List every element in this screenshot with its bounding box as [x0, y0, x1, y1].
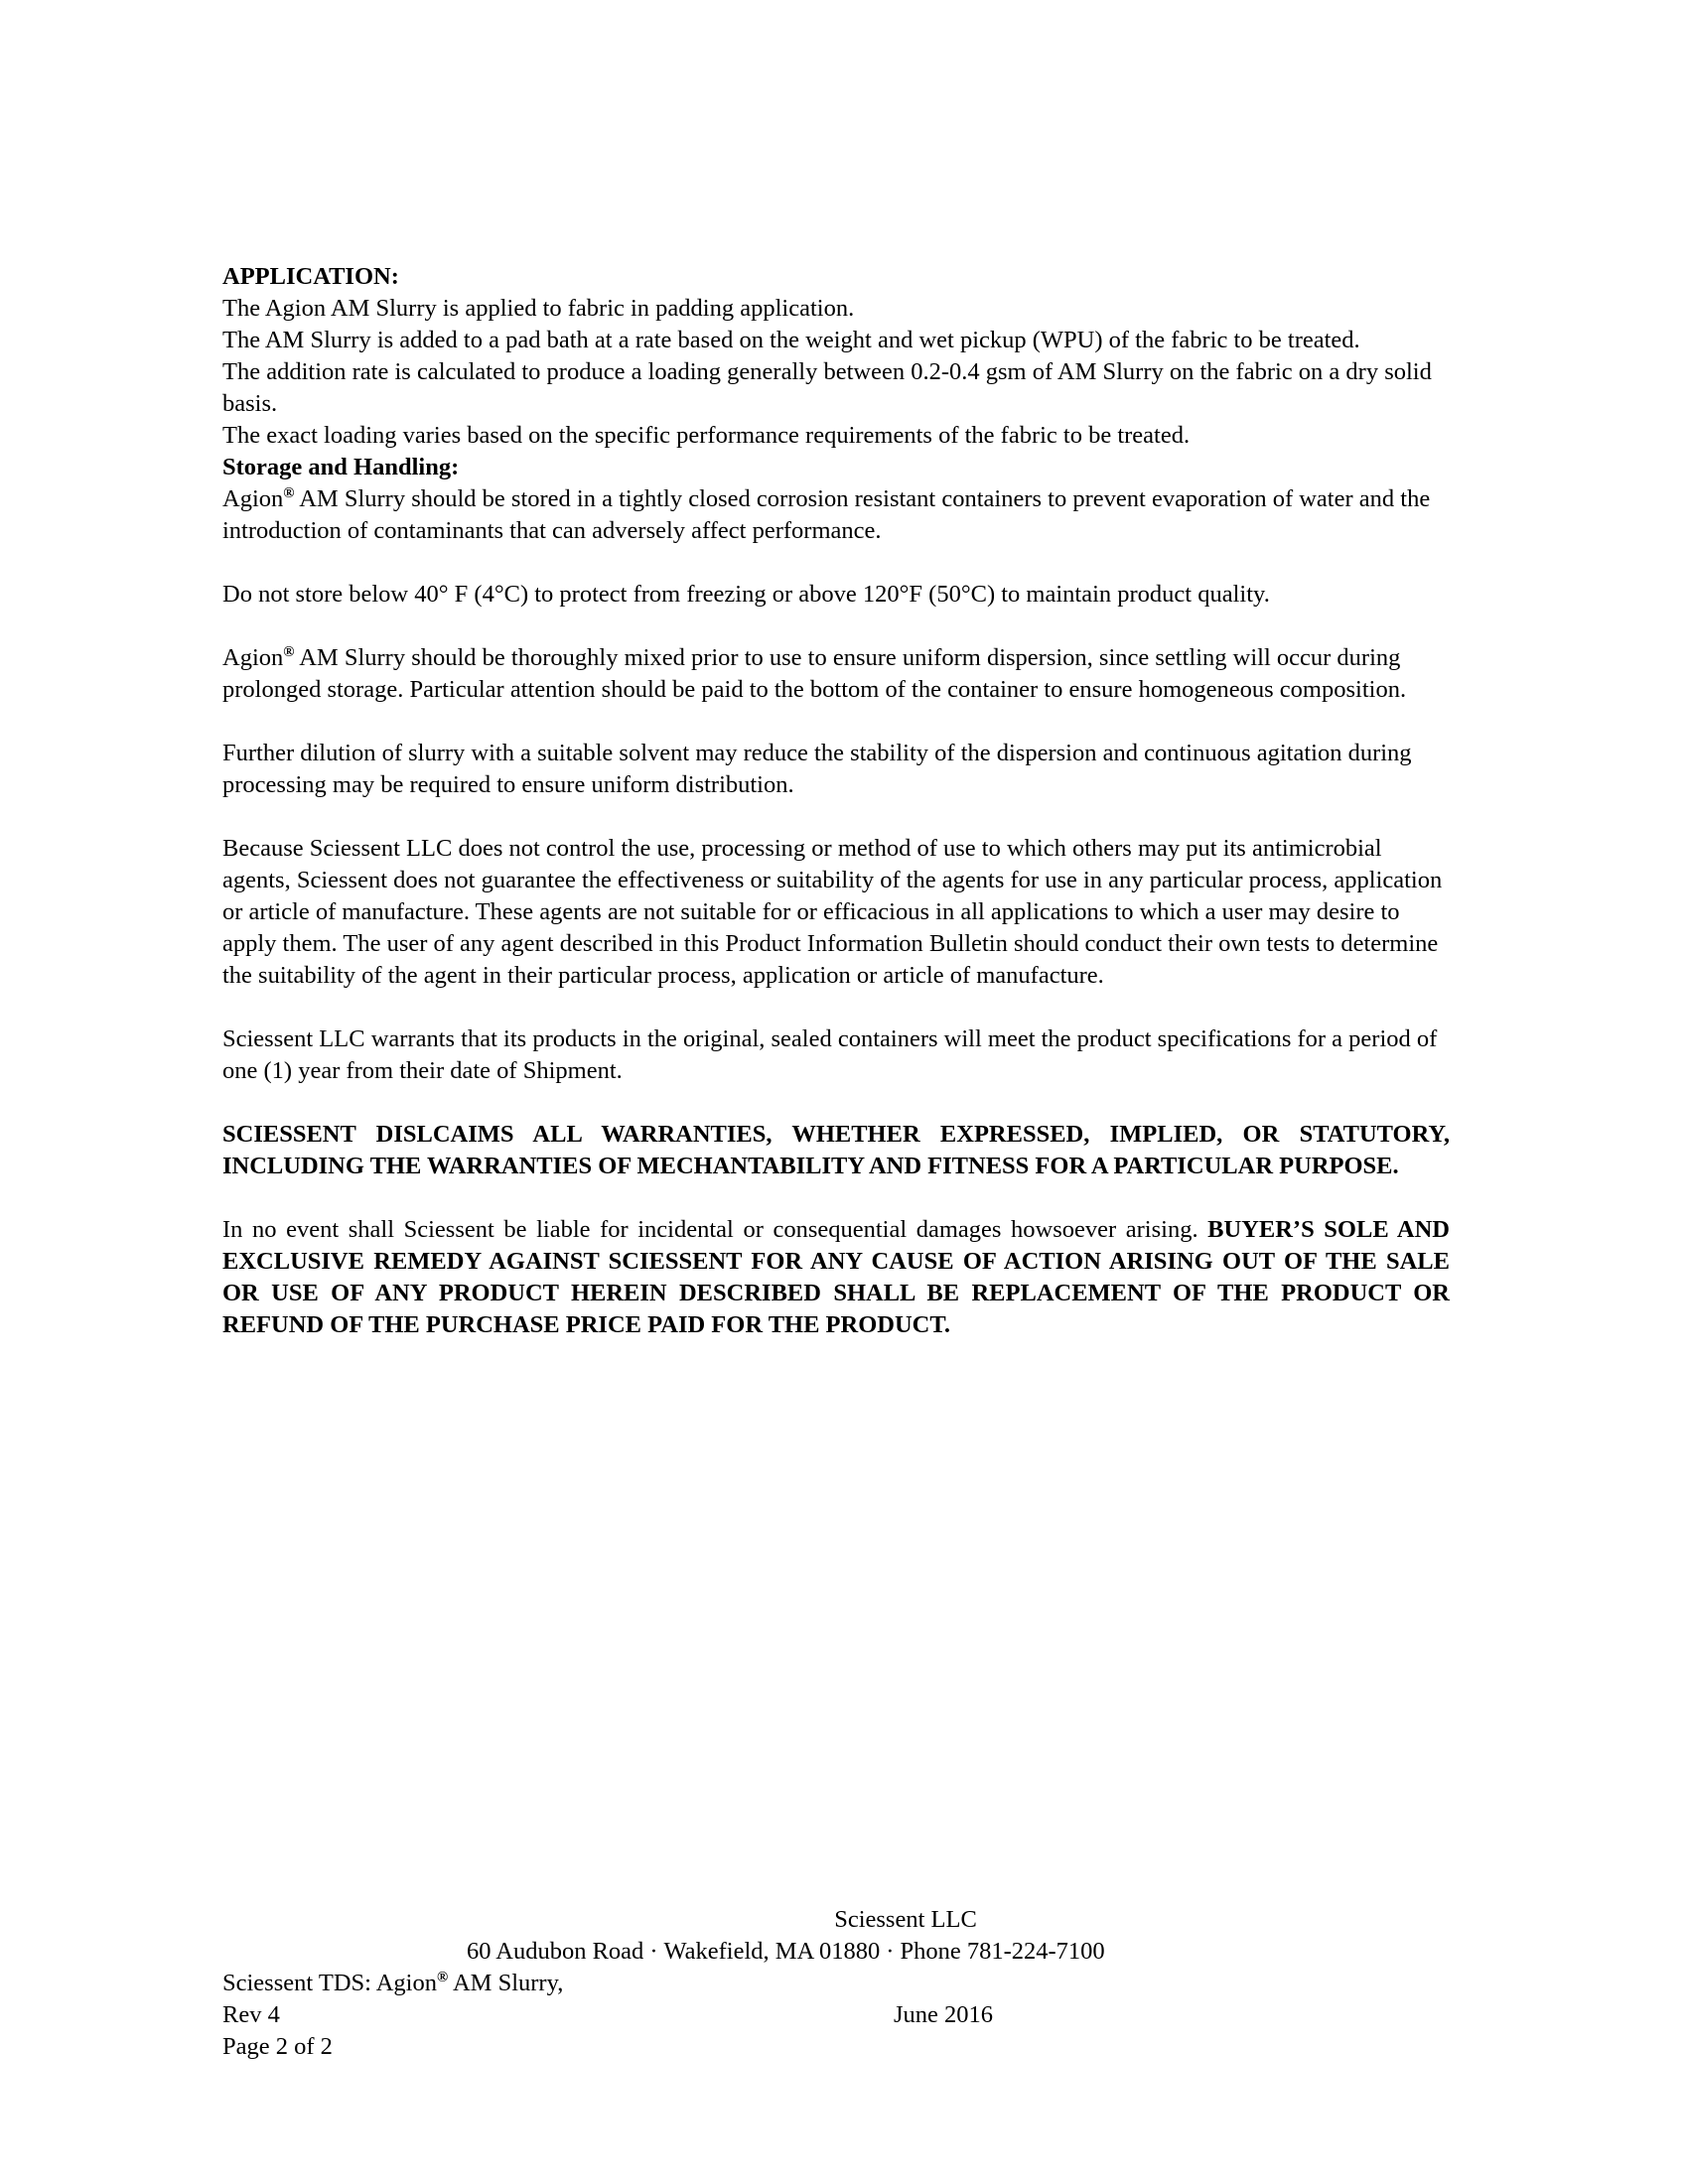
- brand-name: Agion: [222, 644, 284, 671]
- liability-text: In no event shall Sciessent be liable for incidental or consequential damages howsoever arising.: [222, 1216, 1208, 1243]
- footer-company: Sciessent LLC: [834, 1906, 977, 1933]
- footer-address-line: [467, 1936, 1105, 1968]
- warranty-disclaimer: SCIESSENT DISLCAIMS ALL WARRANTIES, WHETHER EXPRESSED, IMPLIED, OR STATUTORY, INCLUDING THE WARRANTIES OF MECHANTABILITY AND FITNESS FOR A PARTICULAR PURPOSE.: [222, 1121, 1450, 1179]
- exclusive-remedy-text: BUYER’S SOLE AND EXCLUSIVE REMEDY AGAINST SCIESSENT FOR ANY CAUSE OF ACTION ARISING OUT OF THE SALE OR USE OF ANY PRODUCT HEREIN DESCRIBED SHALL BE REPLACEMENT OF THE PRODUCT OR REFUND OF THE PURCHASE PRICE PAID FOR THE PRODUCT.: [222, 1216, 1450, 1338]
- application-heading: APPLICATION:: [222, 263, 399, 290]
- storage-heading: Storage and Handling:: [222, 454, 460, 480]
- footer-date: June 2016: [894, 2001, 994, 2028]
- storage-mixing-text: AM Slurry should be thoroughly mixed prior to use to ensure uniform dispersion, since settling will occur during prolonged storage. Particular attention should be paid to the bottom of the container to ensure homogeneous composition.: [222, 644, 1407, 703]
- footer-city: Wakefield, MA 01880: [663, 1938, 881, 1965]
- storage-mixing-paragraph: [222, 642, 1450, 706]
- footer-revision: Rev 4: [222, 2001, 280, 2028]
- application-line-3: The addition rate is calculated to produce a loading generally between 0.2-0.4 gsm of AM Slurry on the fabric on a dry solid basis.: [222, 358, 1432, 417]
- footer-page-number: Page 2 of 2: [222, 2033, 333, 2060]
- footer-street: 60 Audubon Road: [467, 1938, 644, 1965]
- application-line-1: The Agion AM Slurry is applied to fabric in padding application.: [222, 295, 855, 322]
- registered-mark-icon: ®: [436, 1970, 449, 1985]
- control-disclaimer-paragraph: Because Sciessent LLC does not control the use, processing or method of use to which others may put its antimicrobial agents, Sciessent does not guarantee the effectiveness or suitability of the agents for use in any particular process, application or article of manufacture. These agents are not suitable for or efficacious in all applications to which a user may desire to apply them. The user of any agent described in this Product Information Bulletin should conduct their own tests to determine the suitability of the agent in their particular process, application or article of manufacture.: [222, 835, 1443, 989]
- registered-mark-icon: ®: [283, 485, 295, 501]
- brand-name: Agion: [222, 485, 284, 512]
- registered-mark-icon: ®: [283, 644, 295, 660]
- application-line-2: The AM Slurry is added to a pad bath at a rate based on the weight and wet pickup (WPU) of the fabric to be treated.: [222, 327, 1360, 353]
- storage-paragraph-1: [222, 483, 1450, 547]
- footer-doc-suffix: AM Slurry,: [448, 1970, 564, 1996]
- footer-document-info: [222, 1968, 563, 2063]
- dilution-paragraph: Further dilution of slurry with a suitable solvent may reduce the stability of the dispersion and continuous agitation during processing may be required to ensure uniform distribution.: [222, 740, 1412, 798]
- storage-paragraph-1-text: AM Slurry should be stored in a tightly closed corrosion resistant containers to prevent evaporation of water and the introduction of contaminants that can adversely affect performance.: [222, 485, 1431, 544]
- storage-temperature-paragraph: Do not store below 40° F (4°C) to protect from freezing or above 120°F (50°C) to maintain product quality.: [222, 581, 1270, 608]
- footer-phone: Phone 781-224-7100: [900, 1938, 1105, 1965]
- bullet-separator-icon: ·: [649, 1938, 658, 1965]
- application-line-4: The exact loading varies based on the specific performance requirements of the fabric to be treated.: [222, 422, 1191, 449]
- document-body: [222, 261, 1450, 1341]
- bullet-separator-icon: ·: [886, 1938, 895, 1965]
- liability-paragraph: [222, 1214, 1450, 1341]
- footer-document-title: [222, 1968, 563, 1999]
- footer-doc-prefix: Sciessent TDS: Agion: [222, 1970, 437, 1996]
- warranty-period-paragraph: Sciessent LLC warrants that its products in the original, sealed containers will meet the product specifications for a period of one (1) year from their date of Shipment.: [222, 1025, 1438, 1084]
